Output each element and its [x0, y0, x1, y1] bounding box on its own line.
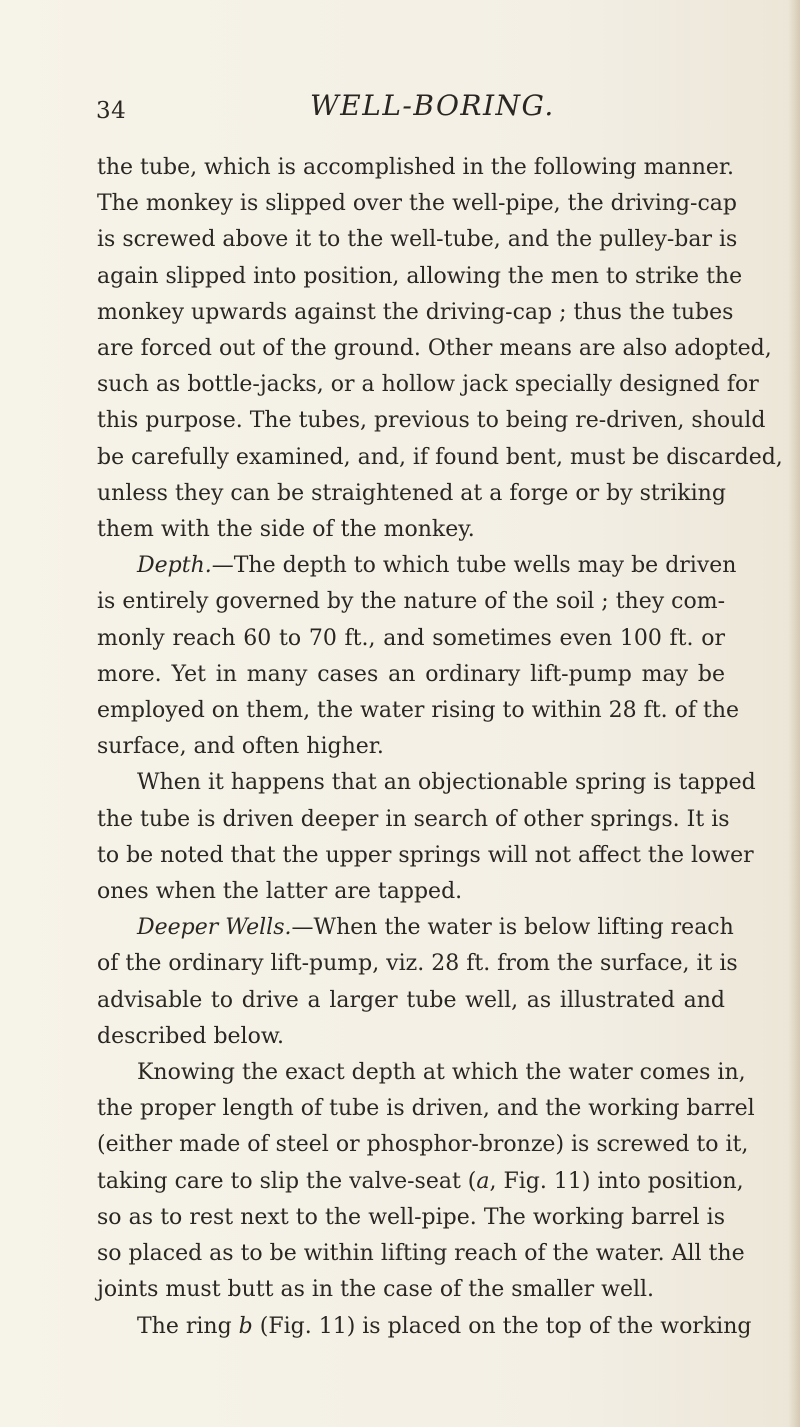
- text-line: monkey upwards against the driving-cap ; thus the tubes: [97, 299, 734, 325]
- text-line: to be noted that the upper springs will not affect the lower: [97, 842, 754, 868]
- text-line: described below.: [97, 1023, 285, 1049]
- text-line: surface, and often higher.: [97, 734, 384, 760]
- body-text: [97, 150, 783, 1345]
- text-line: be carefully examined, and, if found bent, must be discarded,: [97, 444, 783, 470]
- page-number: 34: [96, 98, 127, 124]
- paragraph-tube-withdrawal: [97, 150, 783, 548]
- text-line: joints must butt as in the case of the smaller well.: [97, 1277, 655, 1303]
- paragraph-depth: [97, 548, 740, 765]
- text-line: The monkey is slipped over the well-pipe, the driving-cap: [97, 191, 737, 217]
- text-line: [97, 1164, 744, 1200]
- text-line: the proper length of tube is driven, and the working barrel: [97, 1096, 755, 1122]
- text-line: again slipped into position, allowing the men to strike the: [97, 263, 743, 289]
- text-line: them with the side of the monkey.: [97, 517, 475, 543]
- paragraph-ring: [97, 1309, 752, 1345]
- text-line: (either made of steel or phosphor-bronze) is screwed to it,: [97, 1132, 749, 1158]
- text-line: employed on them, the water rising to within 28 ft. of the: [97, 698, 740, 724]
- text-line: monly reach 60 to 70 ft., and sometimes even 100 ft. or: [97, 625, 725, 651]
- text-line: unless they can be straightened at a forge or by striking: [97, 480, 726, 506]
- paragraph-working-barrel: [97, 1055, 755, 1308]
- text-line: is screwed above it to the well-tube, and the pulley-bar is: [97, 227, 738, 253]
- text-line: ones when the latter are tapped.: [97, 879, 463, 905]
- text-line: so placed as to be within lifting reach of the water. All the: [97, 1241, 745, 1267]
- text-line: of the ordinary lift-pump, viz. 28 ft. from the surface, it is: [97, 951, 738, 977]
- text-line: [97, 548, 737, 584]
- figure-label-a: a: [476, 1168, 490, 1194]
- text-run: , Fig. 11) into position,: [489, 1168, 744, 1194]
- text-line: [97, 1309, 752, 1345]
- text-line: are forced out of the ground. Other means are also adopted,: [97, 336, 772, 362]
- text-run: The ring: [137, 1313, 239, 1339]
- text-line: such as bottle-jacks, or a hollow jack specially designed for: [97, 372, 759, 398]
- text-line: is entirely governed by the nature of the soil ; they com-: [97, 589, 726, 615]
- paragraph-deeper-wells: [97, 910, 738, 1055]
- section-title-deeper-wells: Deeper Wells.: [137, 915, 292, 941]
- text-line: more. Yet in many cases an ordinary lift-pump may be: [97, 661, 725, 687]
- text-line: advisable to drive a larger tube well, as illustrated and: [97, 987, 725, 1013]
- text-run: —When the water is below lifting reach: [291, 915, 734, 941]
- text-run: taking care to slip the valve-seat (: [97, 1168, 477, 1194]
- figure-label-b: b: [238, 1313, 253, 1339]
- text-run: (Fig. 11) is placed on the top of the working: [252, 1313, 752, 1339]
- text-run: —The depth to which tube wells may be driven: [211, 553, 737, 579]
- text-line: Knowing the exact depth at which the water comes in,: [137, 1060, 746, 1086]
- text-line: [97, 910, 734, 946]
- text-line: so as to rest next to the well-pipe. The working barrel is: [97, 1204, 725, 1230]
- paragraph-springs: [97, 765, 756, 910]
- running-title: WELL-BORING.: [310, 89, 555, 122]
- page-edge-shadow: [788, 0, 800, 1427]
- text-line: the tube is driven deeper in search of other springs. It is: [97, 806, 730, 832]
- text-line: When it happens that an objectionable spring is tapped: [137, 770, 756, 796]
- text-line: the tube, which is accomplished in the following manner.: [97, 155, 735, 180]
- text-line: this purpose. The tubes, previous to being re-driven, should: [97, 408, 766, 434]
- section-title-depth: Depth.: [137, 553, 212, 579]
- running-head: [0, 86, 800, 130]
